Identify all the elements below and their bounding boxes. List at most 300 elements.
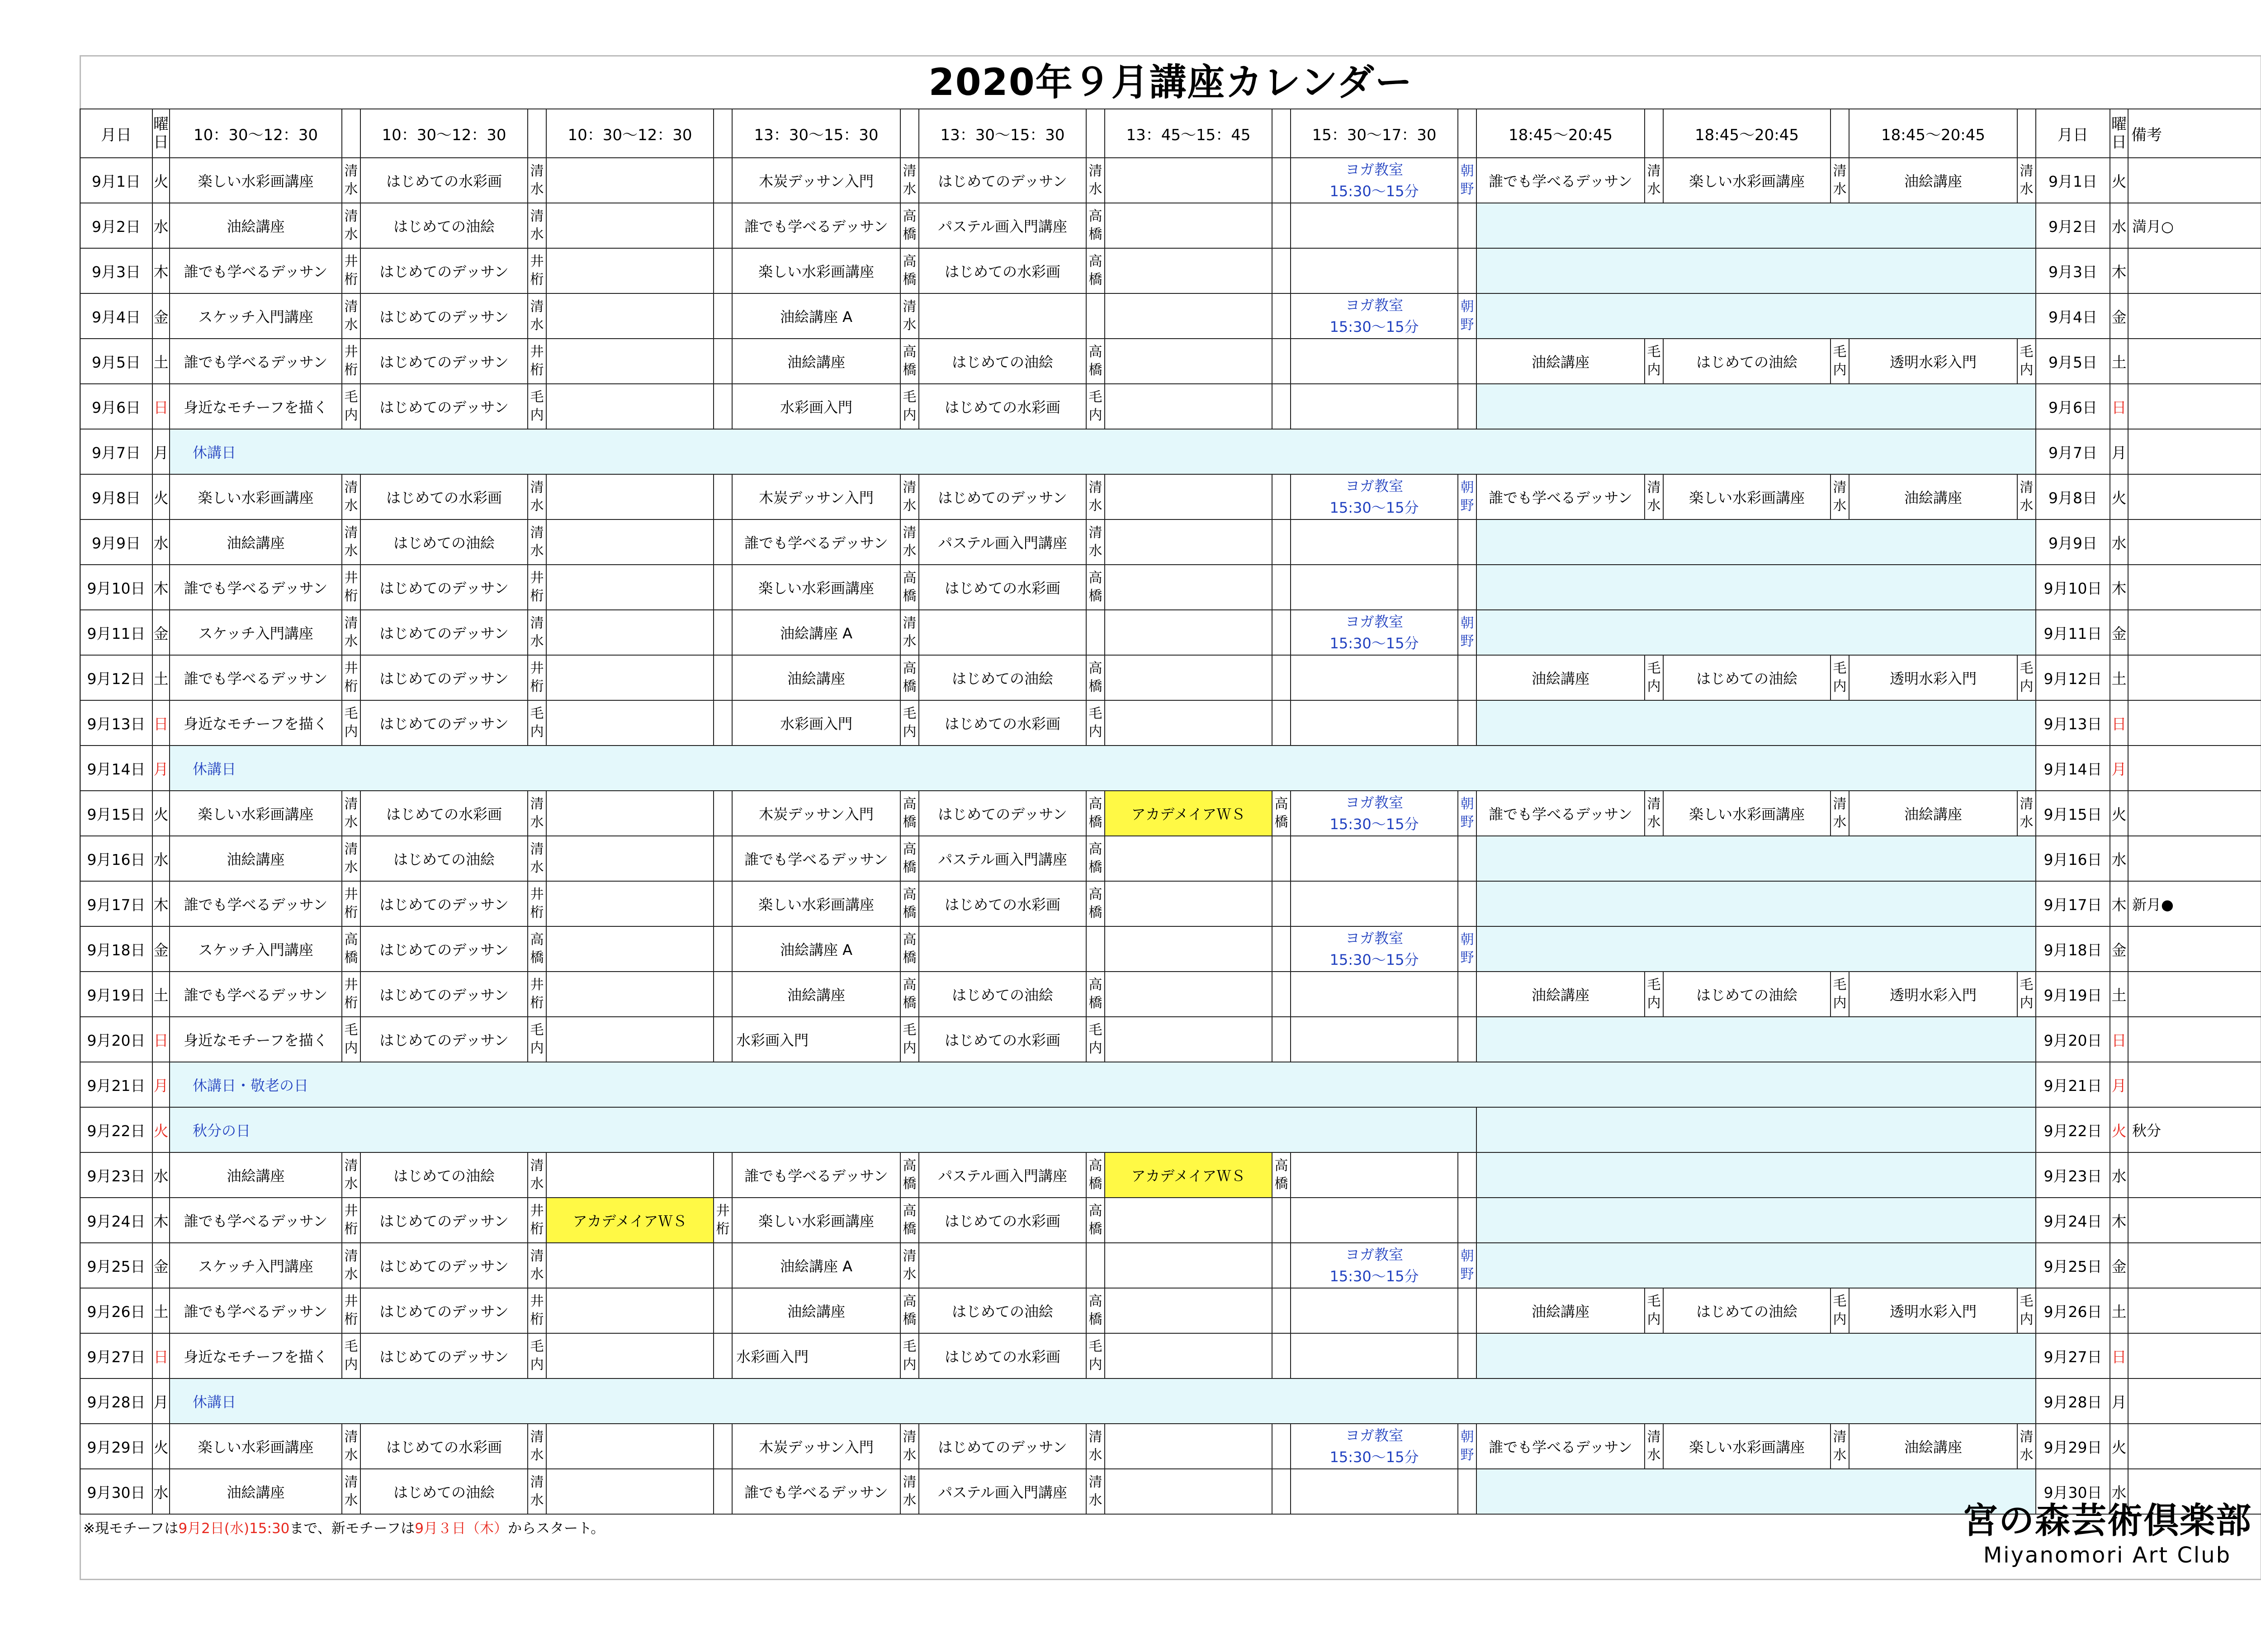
- class-cell: 透明水彩入門: [1849, 339, 2017, 384]
- note-cell: [2128, 610, 2261, 655]
- instructor-cell: 朝野: [1458, 1243, 1476, 1288]
- weekday-cell-right: 土: [2110, 1288, 2128, 1333]
- empty-class-cell: [546, 474, 714, 519]
- header-date: 月日: [80, 109, 152, 158]
- calendar-row: [80, 565, 2261, 610]
- date-cell: 9月21日: [80, 1062, 152, 1107]
- empty-class-cell: [546, 1424, 714, 1469]
- weekday-cell: 金: [152, 926, 170, 972]
- calendar-row: [80, 881, 2261, 926]
- calendar-row: [80, 836, 2261, 881]
- instructor-cell: 毛内: [2017, 1288, 2036, 1333]
- class-cell: パステル画入門講座: [919, 203, 1086, 248]
- weekday-cell-right: 土: [2110, 972, 2128, 1017]
- instructor-cell: 清水: [528, 203, 546, 248]
- instructor-cell: 清水: [528, 293, 546, 339]
- instructor-cell: 毛内: [342, 700, 360, 746]
- note-cell: [2128, 339, 2261, 384]
- empty-class-cell: [1105, 384, 1272, 429]
- instructor-cell: 井桁: [528, 565, 546, 610]
- class-cell: はじめての水彩画: [919, 248, 1086, 293]
- instructor-cell: 清水: [2017, 158, 2036, 203]
- calendar-row: [80, 1378, 2261, 1424]
- calendar-row: [80, 384, 2261, 429]
- instructor-cell: 清水: [342, 158, 360, 203]
- instructor-cell: 清水: [528, 519, 546, 565]
- empty-class-cell: [546, 293, 714, 339]
- date-cell-right: 9月9日: [2036, 519, 2110, 565]
- weekday-cell-right: 水: [2110, 1469, 2128, 1514]
- weekday-cell-right: 火: [2110, 1424, 2128, 1469]
- instructor-cell: [1458, 1152, 1476, 1198]
- instructor-cell: 高橋: [1086, 565, 1105, 610]
- instructor-cell: [714, 791, 732, 836]
- instructor-cell: 清水: [342, 203, 360, 248]
- calendar-row: [80, 1469, 2261, 1514]
- date-cell-right: 9月11日: [2036, 610, 2110, 655]
- page-title: 2020年９月講座カレンダー: [928, 61, 1413, 104]
- instructor-cell: 毛内: [528, 1017, 546, 1062]
- weekday-cell-right: 金: [2110, 1243, 2128, 1288]
- class-cell: 油絵講座: [170, 1469, 342, 1514]
- class-cell: 誰でも学べるデッサン: [170, 881, 342, 926]
- instructor-cell: 高橋: [1086, 972, 1105, 1017]
- date-cell-right: 9月23日: [2036, 1152, 2110, 1198]
- instructor-cell: [1272, 972, 1291, 1017]
- instructor-cell: 清水: [900, 293, 919, 339]
- class-cell: 油絵講座: [1476, 339, 1645, 384]
- date-cell: 9月3日: [80, 248, 152, 293]
- instructor-cell: [1458, 248, 1476, 293]
- empty-class-cell: [546, 248, 714, 293]
- note-cell: [2128, 1424, 2261, 1469]
- weekday-cell-right: 火: [2110, 158, 2128, 203]
- yoga-title: ヨガ教室: [1345, 1246, 1403, 1263]
- empty-class-cell: [546, 565, 714, 610]
- empty-class-cell: [1291, 1198, 1458, 1243]
- instructor-cell: [1458, 339, 1476, 384]
- instructor-cell: [1086, 610, 1105, 655]
- class-cell: はじめての水彩画: [919, 384, 1086, 429]
- instructor-cell: 高橋: [900, 248, 919, 293]
- class-cell: はじめてのデッサン: [360, 1017, 528, 1062]
- class-cell: 誰でも学べるデッサン: [732, 519, 900, 565]
- instructor-cell: [1458, 565, 1476, 610]
- yoga-cell: [1291, 791, 1458, 836]
- class-cell: 楽しい水彩画講座: [170, 158, 342, 203]
- instructor-cell: 清水: [528, 474, 546, 519]
- date-cell: 9月30日: [80, 1469, 152, 1514]
- date-cell-right: 9月10日: [2036, 565, 2110, 610]
- class-cell: はじめてのデッサン: [360, 1333, 528, 1378]
- weekday-cell: 水: [152, 836, 170, 881]
- class-cell: 油絵講座: [170, 519, 342, 565]
- class-cell: 楽しい水彩画講座: [732, 565, 900, 610]
- header-instructor-col: [2017, 109, 2036, 158]
- note-cell: [2128, 655, 2261, 700]
- empty-class-cell: [1105, 1333, 1272, 1378]
- empty-class-cell: [1291, 881, 1458, 926]
- calendar-row: [80, 1288, 2261, 1333]
- class-cell: 身近なモチーフを描く: [170, 700, 342, 746]
- class-cell: 油絵講座: [732, 655, 900, 700]
- class-cell: 身近なモチーフを描く: [170, 384, 342, 429]
- header-instructor-col: [1272, 109, 1291, 158]
- empty-class-cell: [1105, 926, 1272, 972]
- instructor-cell: 井桁: [528, 881, 546, 926]
- instructor-cell: [714, 519, 732, 565]
- evening-empty: [1476, 519, 2036, 565]
- weekday-cell-right: 木: [2110, 1198, 2128, 1243]
- date-cell-right: 9月30日: [2036, 1469, 2110, 1514]
- class-cell: はじめてのデッサン: [919, 474, 1086, 519]
- date-cell: 9月12日: [80, 655, 152, 700]
- note-cell: [2128, 836, 2261, 881]
- class-cell: アカデメイアＷＳ: [1105, 1152, 1272, 1198]
- date-cell-right: 9月12日: [2036, 655, 2110, 700]
- class-cell: 誰でも学べるデッサン: [1476, 1424, 1645, 1469]
- calendar-row: [80, 429, 2261, 474]
- weekday-cell-right: 水: [2110, 1152, 2128, 1198]
- class-cell: 楽しい水彩画講座: [170, 791, 342, 836]
- instructor-cell: 毛内: [900, 700, 919, 746]
- class-cell: はじめての油絵: [360, 836, 528, 881]
- yoga-cell: [1291, 1243, 1458, 1288]
- note-cell: [2128, 1198, 2261, 1243]
- evening-empty: [1476, 384, 2036, 429]
- instructor-cell: 清水: [342, 1152, 360, 1198]
- holiday-cell: 休講日: [170, 1378, 2036, 1424]
- instructor-cell: 清水: [528, 1469, 546, 1514]
- header-slot-time: 13：30〜15：30: [732, 109, 900, 158]
- instructor-cell: [714, 384, 732, 429]
- instructor-cell: [1272, 1288, 1291, 1333]
- class-cell: パステル画入門講座: [919, 1469, 1086, 1514]
- class-cell: 油絵講座 A: [732, 293, 900, 339]
- weekday-cell: 金: [152, 1243, 170, 1288]
- note-cell: 満月○: [2128, 203, 2261, 248]
- class-cell: スケッチ入門講座: [170, 1243, 342, 1288]
- note-cell: [2128, 700, 2261, 746]
- evening-empty: [1476, 1198, 2036, 1243]
- calendar-row: [80, 158, 2261, 203]
- instructor-cell: [714, 972, 732, 1017]
- instructor-cell: 井桁: [342, 1198, 360, 1243]
- weekday-cell: 月: [152, 1062, 170, 1107]
- weekday-cell-right: 木: [2110, 881, 2128, 926]
- empty-class-cell: [1105, 1198, 1272, 1243]
- note-cell: [2128, 791, 2261, 836]
- instructor-cell: 清水: [900, 1469, 919, 1514]
- date-cell: 9月28日: [80, 1378, 152, 1424]
- evening-empty: [1476, 203, 2036, 248]
- class-cell: はじめてのデッサン: [360, 248, 528, 293]
- yoga-cell: [1291, 158, 1458, 203]
- date-cell: 9月13日: [80, 700, 152, 746]
- weekday-cell: 金: [152, 610, 170, 655]
- instructor-cell: [1458, 972, 1476, 1017]
- weekday-cell-right: 土: [2110, 339, 2128, 384]
- empty-class-cell: [546, 926, 714, 972]
- class-cell: 水彩画入門: [732, 1333, 900, 1378]
- empty-class-cell: [546, 203, 714, 248]
- header-weekday: 曜日: [152, 109, 170, 158]
- evening-empty: [1476, 1243, 2036, 1288]
- instructor-cell: [1272, 655, 1291, 700]
- calendar-row: [80, 655, 2261, 700]
- empty-class-cell: [919, 1243, 1086, 1288]
- instructor-cell: 清水: [1086, 1469, 1105, 1514]
- weekday-cell: 土: [152, 1288, 170, 1333]
- empty-class-cell: [1105, 610, 1272, 655]
- date-cell-right: 9月15日: [2036, 791, 2110, 836]
- class-cell: パステル画入門講座: [919, 836, 1086, 881]
- empty-class-cell: [1105, 158, 1272, 203]
- instructor-cell: 高橋: [900, 926, 919, 972]
- empty-class-cell: [546, 1243, 714, 1288]
- instructor-cell: 清水: [342, 519, 360, 565]
- instructor-cell: 清水: [900, 158, 919, 203]
- class-cell: 楽しい水彩画講座: [732, 1198, 900, 1243]
- calendar-table: [80, 109, 2261, 1515]
- yoga-title: ヨガ教室: [1345, 613, 1403, 630]
- empty-class-cell: [546, 339, 714, 384]
- empty-class-cell: [1105, 519, 1272, 565]
- header-weekday-right: 曜日: [2110, 109, 2128, 158]
- instructor-cell: 清水: [528, 610, 546, 655]
- yoga-time: 15:30〜15分: [1329, 951, 1419, 968]
- instructor-cell: 高橋: [1086, 791, 1105, 836]
- empty-class-cell: [546, 384, 714, 429]
- header-slot-time: 10：30〜12：30: [360, 109, 528, 158]
- yoga-time: 15:30〜15分: [1329, 635, 1419, 652]
- weekday-cell: 日: [152, 1017, 170, 1062]
- weekday-cell: 木: [152, 565, 170, 610]
- instructor-cell: 朝野: [1458, 293, 1476, 339]
- evening-empty: [1476, 926, 2036, 972]
- empty-class-cell: [546, 881, 714, 926]
- class-cell: はじめてのデッサン: [919, 158, 1086, 203]
- instructor-cell: 毛内: [1086, 700, 1105, 746]
- date-cell: 9月14日: [80, 746, 152, 791]
- weekday-cell-right: 日: [2110, 384, 2128, 429]
- yoga-title: ヨガ教室: [1345, 1427, 1403, 1444]
- class-cell: はじめての油絵: [919, 972, 1086, 1017]
- instructor-cell: [714, 1017, 732, 1062]
- instructor-cell: [714, 1424, 732, 1469]
- instructor-cell: 井桁: [528, 1198, 546, 1243]
- evening-empty: [1476, 1152, 2036, 1198]
- footnote: [83, 1517, 605, 1537]
- class-cell: 楽しい水彩画講座: [732, 881, 900, 926]
- date-cell: 9月17日: [80, 881, 152, 926]
- instructor-cell: 井桁: [528, 248, 546, 293]
- calendar-row: [80, 1017, 2261, 1062]
- instructor-cell: 毛内: [2017, 655, 2036, 700]
- instructor-cell: [1272, 158, 1291, 203]
- weekday-cell-right: 水: [2110, 203, 2128, 248]
- instructor-cell: 毛内: [1645, 1288, 1663, 1333]
- weekday-cell: 日: [152, 1333, 170, 1378]
- date-cell-right: 9月20日: [2036, 1017, 2110, 1062]
- header-slot-time: 18:45〜20:45: [1849, 109, 2017, 158]
- calendar-row: [80, 700, 2261, 746]
- instructor-cell: [714, 836, 732, 881]
- empty-class-cell: [1291, 519, 1458, 565]
- note-cell: [2128, 1152, 2261, 1198]
- evening-empty: [1476, 293, 2036, 339]
- empty-class-cell: [919, 293, 1086, 339]
- instructor-cell: 高橋: [1086, 248, 1105, 293]
- instructor-cell: 清水: [1645, 474, 1663, 519]
- calendar-row: [80, 610, 2261, 655]
- empty-class-cell: [546, 1152, 714, 1198]
- instructor-cell: [1272, 1243, 1291, 1288]
- note-cell: [2128, 384, 2261, 429]
- empty-class-cell: [1291, 1152, 1458, 1198]
- empty-class-cell: [1291, 1017, 1458, 1062]
- weekday-cell: 木: [152, 248, 170, 293]
- instructor-cell: [714, 700, 732, 746]
- yoga-time: 15:30〜15分: [1329, 1449, 1419, 1466]
- date-cell-right: 9月22日: [2036, 1107, 2110, 1152]
- instructor-cell: 毛内: [1086, 1017, 1105, 1062]
- instructor-cell: 清水: [342, 791, 360, 836]
- evening-empty: [1476, 1469, 2036, 1514]
- weekday-cell: 日: [152, 384, 170, 429]
- instructor-cell: [1086, 293, 1105, 339]
- empty-class-cell: [546, 791, 714, 836]
- instructor-cell: [714, 881, 732, 926]
- instructor-cell: 毛内: [528, 1333, 546, 1378]
- date-cell: 9月1日: [80, 158, 152, 203]
- note-cell: [2128, 746, 2261, 791]
- class-cell: はじめてのデッサン: [360, 610, 528, 655]
- date-cell-right: 9月6日: [2036, 384, 2110, 429]
- instructor-cell: 高橋: [900, 339, 919, 384]
- empty-class-cell: [1105, 881, 1272, 926]
- header-slot-time: 10：30〜12：30: [546, 109, 714, 158]
- instructor-cell: [714, 203, 732, 248]
- instructor-cell: [1086, 1243, 1105, 1288]
- class-cell: 誰でも学べるデッサン: [170, 339, 342, 384]
- yoga-time: 15:30〜15分: [1329, 1268, 1419, 1285]
- weekday-cell-right: 火: [2110, 474, 2128, 519]
- instructor-cell: 井桁: [342, 1288, 360, 1333]
- empty-class-cell: [1105, 339, 1272, 384]
- date-cell: 9月5日: [80, 339, 152, 384]
- class-cell: はじめての油絵: [360, 519, 528, 565]
- instructor-cell: 清水: [342, 1424, 360, 1469]
- calendar-row: [80, 519, 2261, 565]
- footnote-middle: まで、新モチーフは: [289, 1520, 415, 1537]
- note-cell: [2128, 248, 2261, 293]
- class-cell: 木炭デッサン入門: [732, 791, 900, 836]
- calendar-row: [80, 1152, 2261, 1198]
- weekday-cell: 土: [152, 339, 170, 384]
- logo-english: Miyanomori Art Club: [1983, 1543, 2232, 1568]
- instructor-cell: [714, 655, 732, 700]
- class-cell: 楽しい水彩画講座: [1663, 158, 1831, 203]
- note-cell: [2128, 429, 2261, 474]
- empty-class-cell: [546, 610, 714, 655]
- class-cell: はじめての水彩画: [919, 700, 1086, 746]
- weekday-cell: 金: [152, 293, 170, 339]
- header-instructor-col: [1458, 109, 1476, 158]
- instructor-cell: 高橋: [1272, 1152, 1291, 1198]
- instructor-cell: [1272, 1424, 1291, 1469]
- instructor-cell: 毛内: [342, 1333, 360, 1378]
- instructor-cell: [1458, 1333, 1476, 1378]
- instructor-cell: 高橋: [1086, 339, 1105, 384]
- empty-class-cell: [546, 655, 714, 700]
- note-cell: [2128, 1243, 2261, 1288]
- empty-class-cell: [1291, 836, 1458, 881]
- date-cell: 9月19日: [80, 972, 152, 1017]
- weekday-cell-right: 日: [2110, 1017, 2128, 1062]
- class-cell: はじめてのデッサン: [360, 339, 528, 384]
- class-cell: 油絵講座: [1476, 655, 1645, 700]
- empty-class-cell: [546, 1017, 714, 1062]
- header-slot-time: 13：45〜15：45: [1105, 109, 1272, 158]
- empty-class-cell: [546, 1333, 714, 1378]
- yoga-cell: [1291, 293, 1458, 339]
- class-cell: はじめてのデッサン: [360, 293, 528, 339]
- class-cell: 油絵講座: [732, 1288, 900, 1333]
- class-cell: アカデメイアＷＳ: [546, 1198, 714, 1243]
- instructor-cell: 井桁: [342, 972, 360, 1017]
- empty-class-cell: [919, 926, 1086, 972]
- instructor-cell: [714, 1152, 732, 1198]
- instructor-cell: 高橋: [900, 655, 919, 700]
- date-cell: 9月9日: [80, 519, 152, 565]
- instructor-cell: 清水: [342, 293, 360, 339]
- class-cell: はじめての油絵: [1663, 972, 1831, 1017]
- instructor-cell: 毛内: [900, 1017, 919, 1062]
- class-cell: はじめての水彩画: [919, 1333, 1086, 1378]
- empty-class-cell: [1105, 474, 1272, 519]
- weekday-cell-right: 月: [2110, 1062, 2128, 1107]
- class-cell: 水彩画入門: [732, 1017, 900, 1062]
- calendar-row: [80, 791, 2261, 836]
- instructor-cell: 毛内: [1831, 972, 1849, 1017]
- header-instructor-col: [528, 109, 546, 158]
- empty-class-cell: [1291, 1333, 1458, 1378]
- header-slot-time: 18:45〜20:45: [1663, 109, 1831, 158]
- empty-class-cell: [1105, 565, 1272, 610]
- instructor-cell: 清水: [2017, 791, 2036, 836]
- instructor-cell: 毛内: [1831, 1288, 1849, 1333]
- instructor-cell: [1272, 474, 1291, 519]
- instructor-cell: 清水: [2017, 1424, 2036, 1469]
- class-cell: 誰でも学べるデッサン: [732, 1469, 900, 1514]
- weekday-cell-right: 木: [2110, 248, 2128, 293]
- empty-class-cell: [546, 519, 714, 565]
- empty-class-cell: [546, 836, 714, 881]
- date-cell-right: 9月1日: [2036, 158, 2110, 203]
- instructor-cell: 高橋: [900, 836, 919, 881]
- date-cell: 9月29日: [80, 1424, 152, 1469]
- instructor-cell: [1458, 519, 1476, 565]
- calendar-row: [80, 1107, 2261, 1152]
- class-cell: 楽しい水彩画講座: [1663, 474, 1831, 519]
- instructor-cell: 高橋: [900, 972, 919, 1017]
- date-cell-right: 9月16日: [2036, 836, 2110, 881]
- class-cell: 誰でも学べるデッサン: [732, 836, 900, 881]
- header-slot-time: 18:45〜20:45: [1476, 109, 1645, 158]
- calendar-row: [80, 474, 2261, 519]
- weekday-cell: 木: [152, 1198, 170, 1243]
